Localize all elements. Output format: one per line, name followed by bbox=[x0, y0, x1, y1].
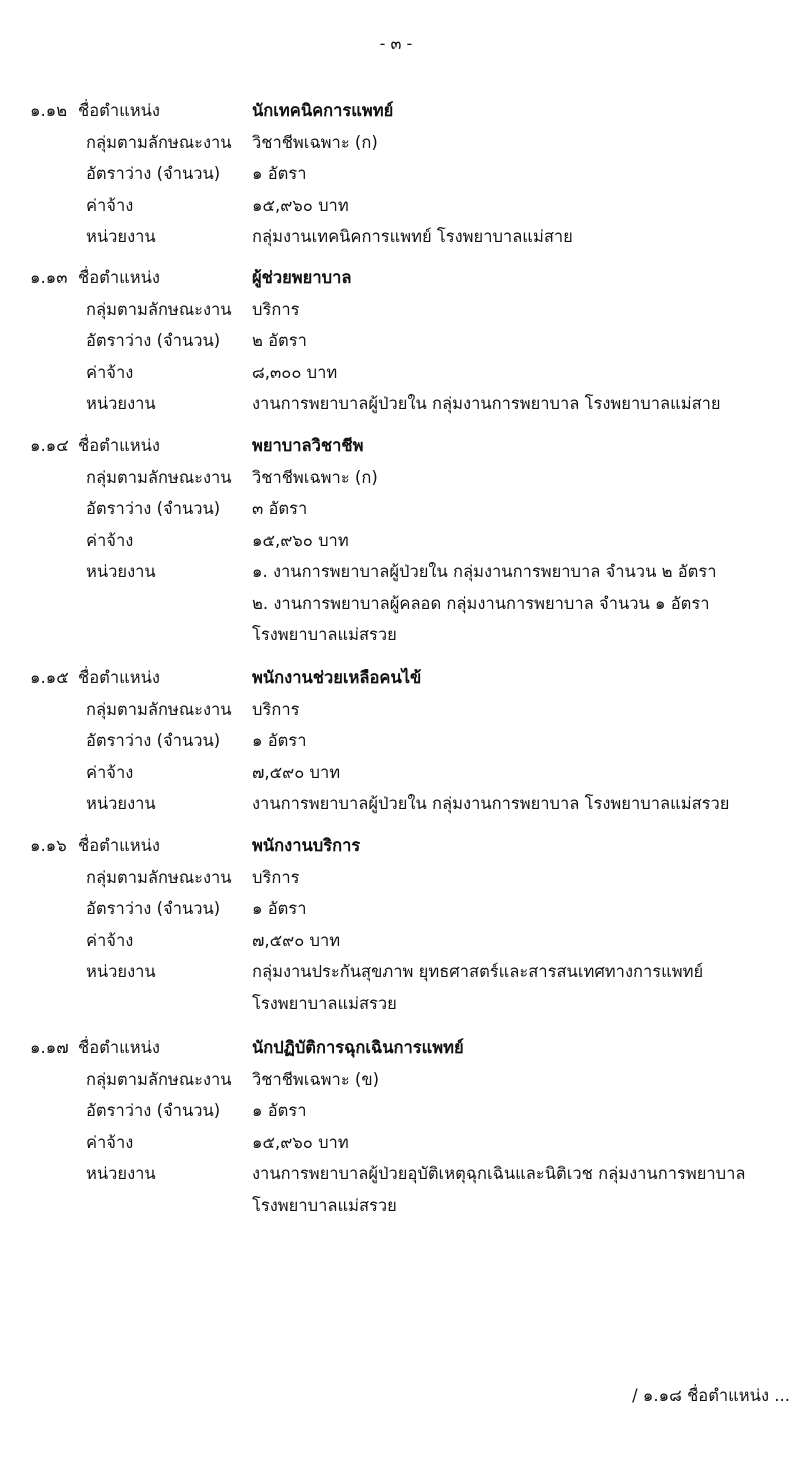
entry-row bbox=[30, 1127, 800, 1159]
entry-row bbox=[30, 788, 800, 820]
job-group-label: กลุ่มตามลักษณะงาน bbox=[86, 467, 232, 487]
entry-number: ๑.๑๒ bbox=[30, 101, 68, 120]
job-group-value: วิชาชีพเฉพาะ (ข) bbox=[252, 1069, 380, 1089]
continuation-note: / ๑.๑๘ ชื่อตำแหน่ง ... bbox=[632, 1386, 790, 1405]
entry-row bbox=[30, 1158, 800, 1190]
wage-value: ๑๕,๙๖๐ บาท bbox=[252, 195, 349, 215]
entry-title-row bbox=[30, 830, 800, 862]
job-group-value: วิชาชีพเฉพาะ (ก) bbox=[252, 467, 378, 487]
vacancies-value: ๑ อัตรา bbox=[252, 1101, 307, 1120]
unit-value-line: งานการพยาบาลผู้ป่วยใน กลุ่มงานการพยาบาล โรงพยาบาลแม่สาย bbox=[252, 394, 721, 413]
entry-row bbox=[30, 493, 800, 525]
unit-label: หน่วยงาน bbox=[86, 562, 156, 581]
entry-row bbox=[30, 925, 800, 957]
position-name-label: ชื่อตำแหน่ง bbox=[78, 836, 160, 855]
entry-row bbox=[30, 294, 800, 326]
wage-value: ๑๕,๙๖๐ บาท bbox=[252, 530, 349, 550]
unit-label: หน่วยงาน bbox=[86, 394, 156, 413]
entry-row bbox=[30, 725, 800, 757]
position-title: ผู้ช่วยพยาบาล bbox=[252, 268, 352, 287]
entry-title-row bbox=[30, 1032, 800, 1064]
entry-row bbox=[30, 694, 800, 726]
unit-value-line: โรงพยาบาลแม่สรวย bbox=[252, 993, 397, 1013]
job-group-label: กลุ่มตามลักษณะงาน bbox=[86, 299, 232, 319]
wage-value: ๗,๕๙๐ บาท bbox=[252, 762, 341, 782]
vacancies-label: อัตราว่าง (จำนวน) bbox=[86, 331, 221, 350]
job-group-label: กลุ่มตามลักษณะงาน bbox=[86, 699, 232, 719]
wage-value: ๗,๕๙๐ บาท bbox=[252, 930, 341, 950]
entry-row bbox=[30, 462, 800, 494]
unit-value-line: กลุ่มงานเทคนิคการแพทย์ โรงพยาบาลแม่สาย bbox=[252, 227, 573, 246]
job-group-value: บริการ bbox=[252, 299, 300, 319]
vacancies-value: ๑ อัตรา bbox=[252, 899, 307, 918]
position-title: นักเทคนิคการแพทย์ bbox=[252, 101, 394, 120]
entry-number: ๑.๑๗ bbox=[30, 1038, 69, 1057]
entry-row bbox=[30, 893, 800, 925]
entry-row bbox=[30, 190, 800, 222]
position-entry bbox=[30, 430, 800, 651]
wage-value: ๑๕,๙๖๐ บาท bbox=[252, 1132, 349, 1152]
entry-row bbox=[30, 988, 800, 1020]
wage-label: ค่าจ้าง bbox=[86, 362, 134, 382]
entry-row bbox=[30, 556, 800, 588]
position-title: นักปฏิบัติการฉุกเฉินการแพทย์ bbox=[252, 1038, 464, 1057]
wage-label: ค่าจ้าง bbox=[86, 762, 134, 782]
position-title: พนักงานบริการ bbox=[252, 836, 361, 855]
job-group-label: กลุ่มตามลักษณะงาน bbox=[86, 1069, 232, 1089]
vacancies-label: อัตราว่าง (จำนวน) bbox=[86, 731, 221, 750]
position-name-label: ชื่อตำแหน่ง bbox=[78, 436, 160, 455]
position-name-label: ชื่อตำแหน่ง bbox=[78, 268, 160, 287]
entry-number: ๑.๑๔ bbox=[30, 436, 69, 455]
vacancies-label: อัตราว่าง (จำนวน) bbox=[86, 164, 221, 183]
position-entry bbox=[30, 262, 800, 420]
entry-row bbox=[30, 862, 800, 894]
entry-row bbox=[30, 757, 800, 789]
entry-title-row bbox=[30, 430, 800, 462]
job-group-value: บริการ bbox=[252, 699, 300, 719]
entry-row bbox=[30, 127, 800, 159]
vacancies-label: อัตราว่าง (จำนวน) bbox=[86, 499, 221, 518]
entry-row bbox=[30, 619, 800, 651]
unit-value-line: งานการพยาบาลผู้ป่วยอุบัติเหตุฉุกเฉินและนิติเวช กลุ่มงานการพยาบาล bbox=[252, 1164, 746, 1183]
unit-value-line: งานการพยาบาลผู้ป่วยใน กลุ่มงานการพยาบาล โรงพยาบาลแม่สรวย bbox=[252, 794, 730, 813]
page-number: - ๓ - bbox=[379, 34, 413, 53]
entry-row bbox=[30, 1064, 800, 1096]
vacancies-label: อัตราว่าง (จำนวน) bbox=[86, 899, 221, 918]
entry-row bbox=[30, 1095, 800, 1127]
unit-value-line: กลุ่มงานประกันสุขภาพ ยุทธศาสตร์และสารสนเทศทางการแพทย์ bbox=[252, 962, 704, 981]
entry-row bbox=[30, 1190, 800, 1222]
entry-title-row bbox=[30, 95, 800, 127]
job-group-label: กลุ่มตามลักษณะงาน bbox=[86, 132, 232, 152]
vacancies-value: ๑ อัตรา bbox=[252, 164, 307, 183]
wage-label: ค่าจ้าง bbox=[86, 530, 134, 550]
unit-label: หน่วยงาน bbox=[86, 227, 156, 246]
position-entry bbox=[30, 830, 800, 1019]
entry-row bbox=[30, 158, 800, 190]
position-name-label: ชื่อตำแหน่ง bbox=[78, 668, 160, 687]
wage-label: ค่าจ้าง bbox=[86, 930, 134, 950]
position-name-label: ชื่อตำแหน่ง bbox=[78, 1038, 160, 1057]
wage-label: ค่าจ้าง bbox=[86, 1132, 134, 1152]
entry-number: ๑.๑๕ bbox=[30, 668, 69, 687]
vacancies-value: ๑ อัตรา bbox=[252, 731, 307, 750]
entry-row bbox=[30, 956, 800, 988]
entry-row bbox=[30, 221, 800, 253]
unit-value-line: โรงพยาบาลแม่สรวย bbox=[252, 625, 397, 644]
position-title: พยาบาลวิชาชีพ bbox=[252, 436, 364, 455]
entry-row bbox=[30, 588, 800, 620]
unit-label: หน่วยงาน bbox=[86, 794, 156, 813]
position-entry bbox=[30, 95, 800, 253]
position-name-label: ชื่อตำแหน่ง bbox=[78, 101, 160, 120]
job-group-label: กลุ่มตามลักษณะงาน bbox=[86, 867, 232, 887]
entry-title-row bbox=[30, 662, 800, 694]
position-title: พนักงานช่วยเหลือคนไข้ bbox=[252, 668, 422, 687]
unit-value-line: ๑. งานการพยาบาลผู้ป่วยใน กลุ่มงานการพยาบาล จำนวน ๒ อัตรา bbox=[252, 562, 717, 581]
position-entry bbox=[30, 1032, 800, 1221]
job-group-value: วิชาชีพเฉพาะ (ก) bbox=[252, 132, 378, 152]
vacancies-value: ๓ อัตรา bbox=[252, 499, 308, 518]
unit-value-line: ๒. งานการพยาบาลผู้คลอด กลุ่มงานการพยาบาล จำนวน ๑ อัตรา bbox=[252, 593, 710, 613]
wage-label: ค่าจ้าง bbox=[86, 195, 134, 215]
unit-value-line: โรงพยาบาลแม่สรวย bbox=[252, 1195, 397, 1215]
entry-number: ๑.๑๓ bbox=[30, 268, 68, 287]
entry-title-row bbox=[30, 262, 800, 294]
unit-label: หน่วยงาน bbox=[86, 962, 156, 981]
vacancies-value: ๒ อัตรา bbox=[252, 331, 307, 350]
job-group-value: บริการ bbox=[252, 867, 300, 887]
entry-row bbox=[30, 388, 800, 420]
entry-row bbox=[30, 357, 800, 389]
entry-number: ๑.๑๖ bbox=[30, 836, 67, 855]
wage-value: ๘,๓๐๐ บาท bbox=[252, 362, 338, 382]
position-entry bbox=[30, 662, 800, 820]
vacancies-label: อัตราว่าง (จำนวน) bbox=[86, 1101, 221, 1120]
unit-label: หน่วยงาน bbox=[86, 1164, 156, 1183]
entry-row bbox=[30, 325, 800, 357]
entry-row bbox=[30, 525, 800, 557]
